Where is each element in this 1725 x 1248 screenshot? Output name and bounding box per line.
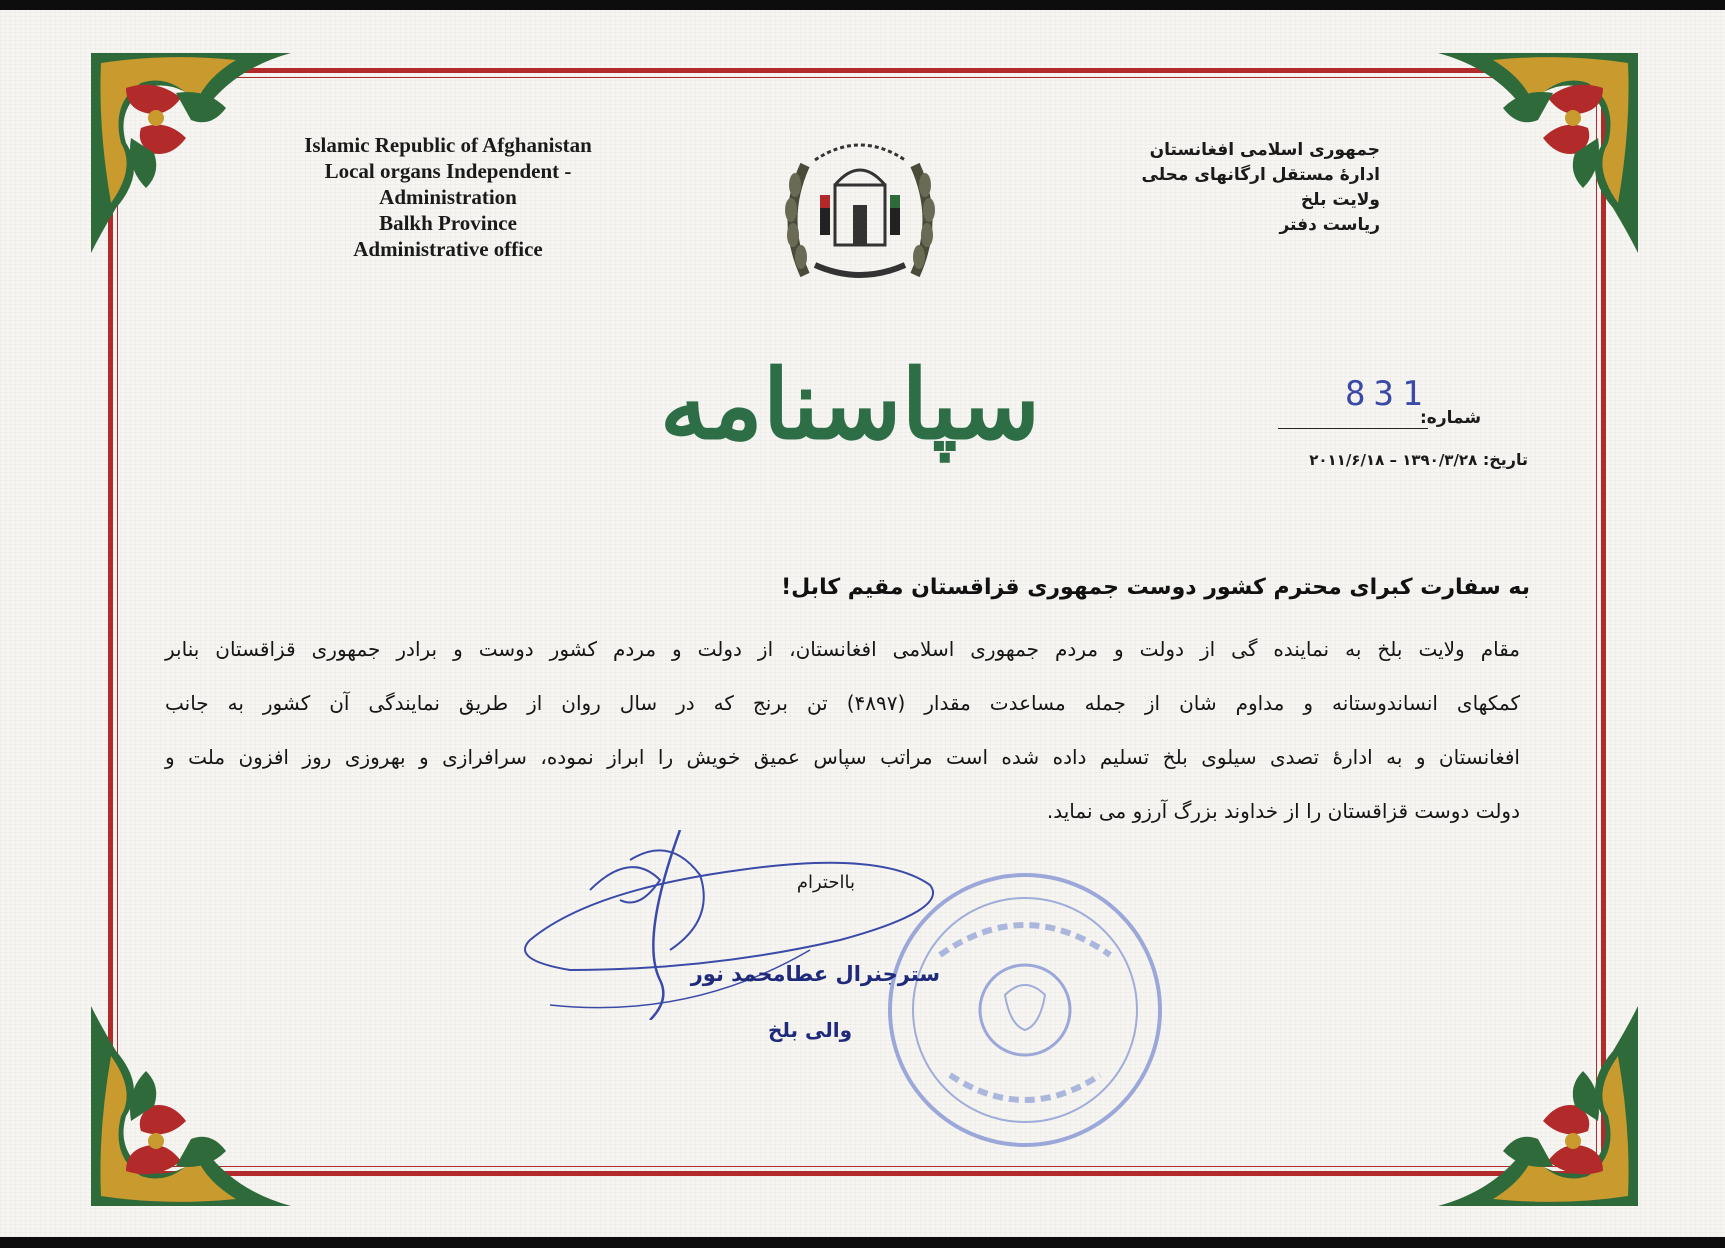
header-en-line: Islamic Republic of Afghanistan xyxy=(304,133,592,157)
body-paragraph xyxy=(165,622,1520,838)
document-number-value: 831 xyxy=(1345,374,1431,414)
date-label: تاریخ: xyxy=(1482,450,1528,469)
national-emblem-icon xyxy=(775,125,945,295)
document-number-label: شماره: xyxy=(1420,408,1482,428)
body-line: مقام ولایت بلخ به نماینده گی از دولت و مردم جمهوری اسلامی افغانستان، از دولت و مردم کشور دوست و برادر جمهوری قزاقستان بنابر xyxy=(165,637,1520,661)
body-line: افغانستان و به ادارهٔ تصدی سیلوی بلخ تسلیم داده شده است مراتب سپاس عمیق خویش را ابراز نموده، سرافرازی و بهروزی روز افزون ملت و xyxy=(165,745,1520,769)
body-line: کمکهای انساندوستانه و مداوم شان از جمله مساعدت مقدار (۴۸۹۷) تن برنج که در سال روان از طریق نمایندگی آن کشور به جانب xyxy=(165,691,1521,715)
header-fa-line: جمهوری اسلامی افغانستان xyxy=(1149,140,1380,160)
header-en-line: Administration xyxy=(379,185,517,209)
number-underline xyxy=(1278,428,1428,429)
corner-ornament-top-left xyxy=(86,48,296,258)
header-fa-line: ریاست دفتر xyxy=(1279,215,1380,235)
date-value: ۱۳۹۰/۳/۲۸ – ۲۰۱۱/۶/۱۸ xyxy=(1309,451,1478,469)
body-line: دولت دوست قزاقستان را از خداوند بزرگ آرزو می نماید. xyxy=(1046,799,1520,823)
official-seal-stamp xyxy=(880,865,1170,1155)
corner-ornament-bottom-right xyxy=(1433,1001,1643,1211)
addressee-line: به سفارت کبرای محترم کشور دوست جمهوری قزاقستان مقیم کابل! xyxy=(781,575,1530,600)
signatory-name: سترجنرال عطامحمد نور xyxy=(690,962,940,986)
signatory-title: والی بلخ xyxy=(767,1018,853,1042)
header-en-line: Administrative office xyxy=(353,237,543,261)
certificate-title: سپاسنامه xyxy=(659,348,1041,461)
corner-ornament-top-right xyxy=(1433,48,1643,258)
header-fa-line: ولایت بلخ xyxy=(1300,190,1380,210)
closing-regards: بااحترام xyxy=(796,872,855,893)
certificate-sheet xyxy=(0,10,1725,1237)
corner-ornament-bottom-left xyxy=(86,1001,296,1211)
header-english xyxy=(268,132,628,262)
header-en-line: Balkh Province xyxy=(379,211,517,235)
header-fa-line: ادارهٔ مستقل ارگانهای محلی xyxy=(1141,165,1380,185)
header-persian xyxy=(1040,138,1380,238)
header-en-line: Local organs Independent - xyxy=(324,159,572,183)
document-date xyxy=(1270,450,1528,469)
